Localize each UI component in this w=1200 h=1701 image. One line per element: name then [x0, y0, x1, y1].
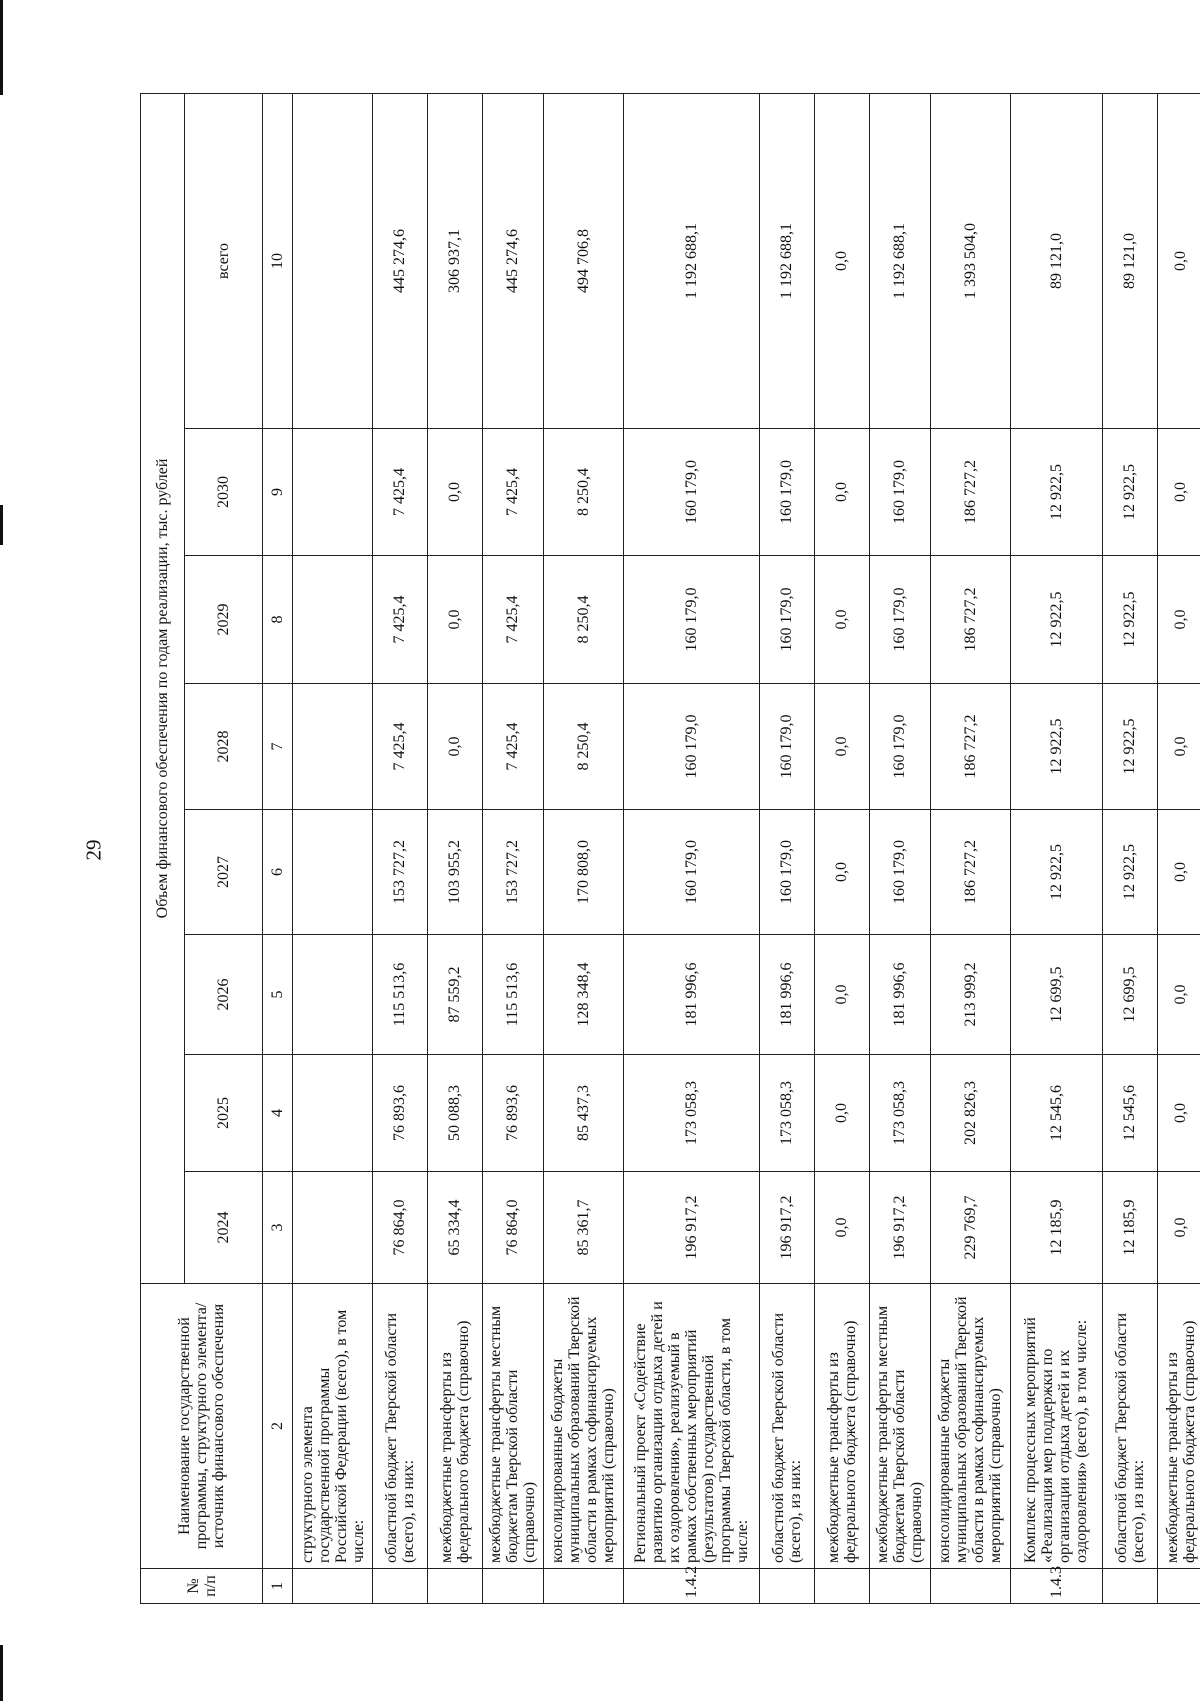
row-number	[1157, 1569, 1200, 1604]
year-value-cell: 12 185,9	[1010, 1172, 1102, 1284]
table-row	[543, 93, 623, 1603]
column-index: 10	[263, 93, 293, 428]
header-year: 2027	[185, 810, 263, 935]
year-value-cell: 128 348,4	[543, 935, 623, 1055]
header-volume: Объем финансового обеспечения по годам реализации, тыс. рублей	[141, 93, 185, 1283]
total-value-cell: 445 274,6	[373, 93, 428, 428]
year-value-cell: 160 179,0	[759, 684, 814, 810]
year-value-cell: 76 893,6	[482, 1055, 543, 1172]
column-index: 9	[263, 429, 293, 556]
row-number	[427, 1569, 482, 1604]
header-year: 2029	[185, 556, 263, 684]
year-value-cell: 12 545,6	[1102, 1055, 1157, 1172]
year-value-cell: 170 808,0	[543, 810, 623, 935]
year-value-cell: 0,0	[427, 684, 482, 810]
year-value-cell: 153 727,2	[373, 810, 428, 935]
year-value-cell: 0,0	[1157, 1055, 1200, 1172]
year-value-cell: 12 922,5	[1010, 429, 1102, 556]
table-row	[814, 93, 869, 1603]
year-value-cell: 7 425,4	[373, 684, 428, 810]
column-index: 1	[263, 1569, 293, 1604]
header-total: всего	[185, 93, 263, 428]
year-value-cell: 160 179,0	[624, 556, 760, 684]
year-value-cell: 12 922,5	[1102, 684, 1157, 810]
header-row-top	[141, 93, 185, 1603]
year-value-cell: 0,0	[1157, 556, 1200, 684]
column-index: 4	[263, 1055, 293, 1172]
row-label: областной бюджет Тверской области (всего), из них:	[373, 1284, 428, 1569]
year-value-cell: 12 922,5	[1010, 556, 1102, 684]
year-value-cell: 0,0	[1157, 1172, 1200, 1284]
total-value-cell: 494 706,8	[543, 93, 623, 428]
year-value-cell: 0,0	[1157, 935, 1200, 1055]
table-row	[373, 93, 428, 1603]
year-value-cell: 115 513,6	[482, 935, 543, 1055]
total-value-cell: 1 393 504,0	[930, 93, 1010, 428]
page-number: 29	[81, 839, 106, 861]
year-value-cell: 87 559,2	[427, 935, 482, 1055]
year-value-cell: 196 917,2	[869, 1172, 930, 1284]
year-value-cell: 181 996,6	[624, 935, 760, 1055]
column-index: 3	[263, 1172, 293, 1284]
year-value-cell: 12 545,6	[1010, 1055, 1102, 1172]
year-value-cell: 160 179,0	[759, 810, 814, 935]
year-value-cell: 186 727,2	[930, 684, 1010, 810]
row-label: консолидированные бюджеты муниципальных образований Тверской области в рамках софинансируемых мероприятий (справочно)	[543, 1284, 623, 1569]
total-value-cell: 1 192 688,1	[869, 93, 930, 428]
year-value-cell: 7 425,4	[482, 684, 543, 810]
year-value-cell: 160 179,0	[869, 810, 930, 935]
year-value-cell	[293, 556, 373, 684]
year-value-cell: 0,0	[814, 556, 869, 684]
row-label: межбюджетные трансферты местным бюджетам Тверской области (справочно)	[869, 1284, 930, 1569]
year-value-cell: 85 361,7	[543, 1172, 623, 1284]
row-label: межбюджетные трансферты из федерального бюджета (справочно)	[1157, 1284, 1200, 1569]
year-value-cell: 12 699,5	[1102, 935, 1157, 1055]
row-number	[814, 1569, 869, 1604]
column-index: 6	[263, 810, 293, 935]
year-value-cell: 160 179,0	[624, 684, 760, 810]
total-value-cell: 89 121,0	[1010, 93, 1102, 428]
year-value-cell: 186 727,2	[930, 429, 1010, 556]
year-value-cell: 12 922,5	[1102, 556, 1157, 684]
year-value-cell: 103 955,2	[427, 810, 482, 935]
row-label: межбюджетные трансферты из федерального бюджета (справочно)	[814, 1284, 869, 1569]
year-value-cell: 7 425,4	[482, 429, 543, 556]
column-index: 2	[263, 1284, 293, 1569]
year-value-cell: 8 250,4	[543, 684, 623, 810]
row-label: областной бюджет Тверской области (всего), из них:	[759, 1284, 814, 1569]
row-label: межбюджетные трансферты местным бюджетам Тверской области (справочно)	[482, 1284, 543, 1569]
rotated-page-content	[140, 94, 1200, 1604]
row-number	[543, 1569, 623, 1604]
year-value-cell: 12 922,5	[1010, 810, 1102, 935]
table-body	[293, 93, 1200, 1603]
year-value-cell: 173 058,3	[759, 1055, 814, 1172]
year-value-cell: 160 179,0	[624, 429, 760, 556]
row-label: консолидированные бюджеты муниципальных образований Тверской области в рамках софинансируемых мероприятий (справочно)	[930, 1284, 1010, 1569]
year-value-cell: 7 425,4	[373, 429, 428, 556]
year-value-cell: 160 179,0	[869, 429, 930, 556]
row-number	[293, 1569, 373, 1604]
year-value-cell: 0,0	[1157, 684, 1200, 810]
year-value-cell: 12 185,9	[1102, 1172, 1157, 1284]
year-value-cell: 160 179,0	[624, 810, 760, 935]
header-year: 2030	[185, 429, 263, 556]
table-row	[293, 93, 373, 1603]
year-value-cell: 0,0	[814, 429, 869, 556]
year-value-cell: 196 917,2	[624, 1172, 760, 1284]
year-value-cell: 65 334,4	[427, 1172, 482, 1284]
year-value-cell: 173 058,3	[624, 1055, 760, 1172]
column-index: 7	[263, 684, 293, 810]
financing-table	[140, 93, 1200, 1604]
year-value-cell: 229 769,7	[930, 1172, 1010, 1284]
year-value-cell: 196 917,2	[759, 1172, 814, 1284]
year-value-cell: 50 088,3	[427, 1055, 482, 1172]
table-row	[1157, 93, 1200, 1603]
total-value-cell: 1 192 688,1	[759, 93, 814, 428]
year-value-cell: 173 058,3	[869, 1055, 930, 1172]
year-value-cell	[293, 1172, 373, 1284]
table-row	[624, 93, 760, 1603]
row-label: областной бюджет Тверской области (всего), из них:	[1102, 1284, 1157, 1569]
year-value-cell	[293, 810, 373, 935]
year-value-cell: 7 425,4	[373, 556, 428, 684]
year-value-cell: 12 699,5	[1010, 935, 1102, 1055]
total-value-cell: 0,0	[1157, 93, 1200, 428]
year-value-cell	[293, 684, 373, 810]
year-value-cell: 12 922,5	[1102, 810, 1157, 935]
year-value-cell: 160 179,0	[759, 429, 814, 556]
year-value-cell: 186 727,2	[930, 810, 1010, 935]
table-row	[1102, 93, 1157, 1603]
row-number	[759, 1569, 814, 1604]
header-year: 2026	[185, 935, 263, 1055]
year-value-cell: 0,0	[814, 935, 869, 1055]
year-value-cell: 12 922,5	[1010, 684, 1102, 810]
year-value-cell: 12 922,5	[1102, 429, 1157, 556]
table-row	[759, 93, 814, 1603]
year-value-cell: 85 437,3	[543, 1055, 623, 1172]
row-label: Региональный проект «Содействие развитию организации отдыха детей и их оздоровления», реализуемый в рамках собственных мероприятий (результатов) государственной программы Тверской области, в том числе:	[624, 1284, 760, 1569]
year-value-cell: 0,0	[814, 1172, 869, 1284]
column-index: 5	[263, 935, 293, 1055]
column-index: 8	[263, 556, 293, 684]
total-value-cell: 1 192 688,1	[624, 93, 760, 428]
year-value-cell: 186 727,2	[930, 556, 1010, 684]
row-number	[1102, 1569, 1157, 1604]
year-value-cell	[293, 429, 373, 556]
header-num: № п/п	[141, 1569, 263, 1604]
year-value-cell: 213 999,2	[930, 935, 1010, 1055]
scan-edge-mark	[0, 1645, 3, 1701]
year-value-cell: 8 250,4	[543, 556, 623, 684]
table-row	[1010, 93, 1102, 1603]
row-number	[869, 1569, 930, 1604]
year-value-cell: 0,0	[1157, 429, 1200, 556]
year-value-cell: 76 864,0	[482, 1172, 543, 1284]
total-value-cell: 445 274,6	[482, 93, 543, 428]
year-value-cell: 0,0	[1157, 810, 1200, 935]
table-row	[482, 93, 543, 1603]
year-value-cell: 181 996,6	[759, 935, 814, 1055]
year-value-cell: 160 179,0	[869, 684, 930, 810]
year-value-cell: 76 864,0	[373, 1172, 428, 1284]
scan-edge-mark	[0, 0, 3, 95]
table-row	[930, 93, 1010, 1603]
total-value-cell: 0,0	[814, 93, 869, 428]
year-value-cell: 181 996,6	[869, 935, 930, 1055]
header-year: 2024	[185, 1172, 263, 1284]
total-value-cell: 89 121,0	[1102, 93, 1157, 428]
header-row-indices	[263, 93, 293, 1603]
row-number	[482, 1569, 543, 1604]
row-label: межбюджетные трансферты из федерального бюджета (справочно)	[427, 1284, 482, 1569]
row-number	[930, 1569, 1010, 1604]
row-label: Комплекс процессных мероприятий «Реализация мер поддержки по организации отдыха детей и их оздоровления» (всего), в том числе:	[1010, 1284, 1102, 1569]
header-year: 2025	[185, 1055, 263, 1172]
row-number: 1.4.3	[1010, 1569, 1102, 1604]
row-label: структурного элемента государственной программы Российской Федерации (всего), в том числе:	[293, 1284, 373, 1569]
table-row	[869, 93, 930, 1603]
total-value-cell: 306 937,1	[427, 93, 482, 428]
year-value-cell: 160 179,0	[759, 556, 814, 684]
year-value-cell	[293, 935, 373, 1055]
row-number	[373, 1569, 428, 1604]
year-value-cell: 0,0	[814, 1055, 869, 1172]
year-value-cell: 8 250,4	[543, 429, 623, 556]
year-value-cell: 160 179,0	[869, 556, 930, 684]
year-value-cell: 0,0	[814, 810, 869, 935]
row-number: 1.4.2	[624, 1569, 760, 1604]
header-name: Наименование государственной программы, структурного элемента/источник финансового обеспечения	[141, 1284, 263, 1569]
year-value-cell: 115 513,6	[373, 935, 428, 1055]
year-value-cell	[293, 1055, 373, 1172]
year-value-cell: 202 826,3	[930, 1055, 1010, 1172]
total-value-cell	[293, 93, 373, 428]
year-value-cell: 0,0	[427, 556, 482, 684]
year-value-cell: 153 727,2	[482, 810, 543, 935]
year-value-cell: 0,0	[427, 429, 482, 556]
year-value-cell: 76 893,6	[373, 1055, 428, 1172]
scan-edge-mark	[0, 505, 3, 545]
header-year: 2028	[185, 684, 263, 810]
year-value-cell: 7 425,4	[482, 556, 543, 684]
table-row	[427, 93, 482, 1603]
year-value-cell: 0,0	[814, 684, 869, 810]
